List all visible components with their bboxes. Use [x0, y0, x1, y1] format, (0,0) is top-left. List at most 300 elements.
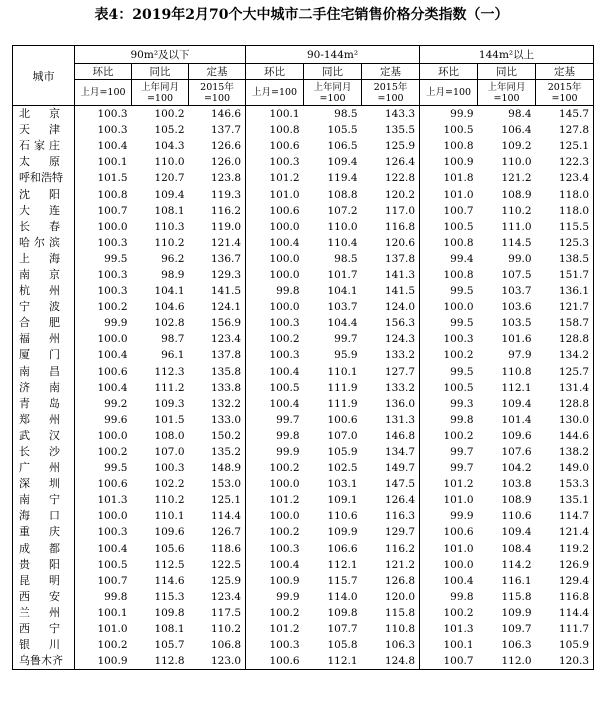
index-value: 100.7 — [97, 574, 128, 587]
city-name: 哈尔滨 — [13, 235, 75, 251]
subcol-header: 环比 — [420, 64, 478, 80]
index-value: 128.8 — [536, 396, 594, 412]
index-value: 99.2 — [104, 397, 128, 410]
table-row — [13, 122, 594, 138]
index-value: 99.3 — [450, 397, 474, 410]
index-value: 98.4 — [478, 106, 536, 123]
index-value: 148.9 — [189, 460, 246, 476]
index-value: 101.4 — [501, 413, 532, 426]
index-value: 100.5 — [443, 381, 474, 394]
index-value: 125.7 — [536, 364, 594, 380]
index-value: 124.3 — [362, 331, 420, 347]
index-value: 135.1 — [536, 492, 594, 508]
index-value: 114.6 — [154, 574, 185, 587]
index-value: 126.8 — [362, 573, 420, 589]
index-value: 100.2 — [269, 526, 300, 539]
index-value: 136.7 — [189, 251, 246, 267]
index-value: 112.3 — [154, 365, 185, 378]
index-value: 100.8 — [269, 124, 300, 137]
index-value: 135.5 — [362, 122, 420, 138]
index-value: 107.6 — [501, 446, 532, 459]
index-value: 110.2 — [501, 204, 532, 217]
table-row — [13, 444, 594, 460]
index-value: 95.9 — [334, 349, 358, 362]
index-value: 109.4 — [154, 188, 185, 201]
index-value: 133.2 — [362, 380, 420, 396]
index-value: 108.1 — [154, 204, 185, 217]
index-value: 109.4 — [327, 156, 358, 169]
index-value: 134.7 — [362, 444, 420, 460]
city-name: 石家庄 — [13, 138, 75, 154]
table-row — [13, 637, 594, 653]
index-value: 100.1 — [246, 106, 304, 123]
table-title: 表4：2019年2月70个大中城市二手住宅销售价格分类指数（一） — [94, 7, 509, 23]
index-value: 129.4 — [536, 573, 594, 589]
index-value: 110.2 — [154, 236, 185, 249]
index-value: 114.0 — [327, 590, 358, 603]
index-value: 130.0 — [536, 412, 594, 428]
city-name: 武汉 — [13, 428, 75, 444]
index-value: 101.3 — [97, 494, 128, 507]
table-row — [13, 364, 594, 380]
index-value: 110.0 — [327, 220, 358, 233]
table-row — [13, 653, 594, 670]
city-name: 乌鲁木齐 — [13, 653, 75, 670]
table-row — [13, 476, 594, 492]
city-name: 福州 — [13, 331, 75, 347]
index-value: 100.8 — [443, 236, 474, 249]
index-value: 102.2 — [154, 478, 185, 491]
index-value: 143.3 — [362, 106, 420, 123]
index-value: 107.2 — [327, 204, 358, 217]
index-value: 99.5 — [104, 462, 128, 475]
subcol-header: 定基 — [362, 64, 420, 80]
city-name: 长沙 — [13, 444, 75, 460]
index-value: 156.9 — [189, 315, 246, 331]
index-value: 120.3 — [536, 653, 594, 670]
index-value: 99.5 — [450, 317, 474, 330]
index-value: 115.5 — [536, 219, 594, 235]
city-name: 青岛 — [13, 396, 75, 412]
index-value: 101.8 — [443, 172, 474, 185]
index-value: 108.0 — [154, 429, 185, 442]
index-value: 136.1 — [536, 283, 594, 299]
index-value: 158.7 — [536, 315, 594, 331]
index-value: 111.7 — [536, 621, 594, 637]
table-row — [13, 106, 594, 123]
index-value: 106.3 — [501, 639, 532, 652]
index-value: 109.6 — [501, 429, 532, 442]
index-value: 128.8 — [536, 331, 594, 347]
index-value: 135.8 — [189, 364, 246, 380]
table-row — [13, 331, 594, 347]
index-value: 137.8 — [189, 347, 246, 363]
index-value: 125.9 — [189, 573, 246, 589]
index-value: 125.9 — [362, 138, 420, 154]
index-value: 105.8 — [327, 639, 358, 652]
index-value: 146.6 — [189, 106, 246, 123]
index-value: 102.8 — [154, 317, 185, 330]
table-row — [13, 315, 594, 331]
index-value: 107.5 — [501, 268, 532, 281]
index-value: 116.2 — [362, 541, 420, 557]
index-value: 100.3 — [97, 236, 128, 249]
base-header: 2015年=100 — [189, 80, 246, 106]
index-value: 100.0 — [269, 268, 300, 281]
index-value: 100.6 — [246, 653, 304, 670]
index-value: 100.8 — [97, 188, 128, 201]
index-value: 100.0 — [443, 301, 474, 314]
index-value: 106.8 — [189, 637, 246, 653]
index-value: 104.4 — [327, 317, 358, 330]
index-value: 106.4 — [501, 124, 532, 137]
index-value: 132.2 — [189, 396, 246, 412]
index-value: 145.7 — [536, 106, 594, 123]
index-value: 99.9 — [276, 590, 300, 603]
index-value: 100.3 — [154, 462, 185, 475]
index-value: 138.2 — [536, 444, 594, 460]
index-value: 99.9 — [104, 317, 128, 330]
index-value: 99.9 — [420, 106, 478, 123]
table-row — [13, 508, 594, 524]
index-value: 99.7 — [276, 413, 300, 426]
index-value: 122.5 — [189, 557, 246, 573]
table-row — [13, 203, 594, 219]
index-value: 100.9 — [269, 574, 300, 587]
index-value: 109.4 — [501, 397, 532, 410]
index-value: 151.7 — [536, 267, 594, 283]
index-value: 100.4 — [443, 574, 474, 587]
index-value: 100.2 — [443, 429, 474, 442]
index-value: 100.9 — [75, 653, 132, 670]
city-name: 太原 — [13, 154, 75, 170]
index-value: 98.5 — [304, 106, 362, 123]
index-value: 103.7 — [501, 285, 532, 298]
index-value: 101.2 — [269, 494, 300, 507]
index-value: 119.4 — [327, 172, 358, 185]
city-name: 厦门 — [13, 347, 75, 363]
index-value: 133.2 — [362, 347, 420, 363]
city-name: 成都 — [13, 541, 75, 557]
index-value: 118.0 — [536, 186, 594, 202]
index-value: 100.6 — [97, 365, 128, 378]
index-value: 119.3 — [189, 186, 246, 202]
city-name: 合肥 — [13, 315, 75, 331]
city-name: 天津 — [13, 122, 75, 138]
index-value: 103.8 — [501, 478, 532, 491]
index-value: 115.8 — [501, 590, 532, 603]
base-header: 2015年=100 — [362, 80, 420, 106]
index-value: 156.3 — [362, 315, 420, 331]
index-value: 96.2 — [161, 252, 185, 265]
index-value: 101.2 — [269, 172, 300, 185]
base-header: 上月=100 — [420, 80, 478, 106]
index-value: 101.0 — [443, 494, 474, 507]
index-value: 153.0 — [189, 476, 246, 492]
index-value: 100.6 — [97, 478, 128, 491]
index-value: 100.4 — [97, 542, 128, 555]
index-value: 100.3 — [443, 333, 474, 346]
index-value: 100.4 — [97, 381, 128, 394]
index-value: 116.2 — [189, 203, 246, 219]
index-value: 123.4 — [189, 331, 246, 347]
table-row — [13, 589, 594, 605]
index-value: 149.0 — [536, 460, 594, 476]
index-value: 99.8 — [276, 285, 300, 298]
index-value: 99.8 — [450, 413, 474, 426]
index-value: 131.3 — [362, 412, 420, 428]
index-value: 101.6 — [501, 333, 532, 346]
index-value: 110.3 — [154, 220, 185, 233]
index-value: 105.9 — [536, 637, 594, 653]
index-value: 146.8 — [362, 428, 420, 444]
index-value: 99.7 — [450, 446, 474, 459]
index-value: 107.7 — [327, 623, 358, 636]
index-value: 100.5 — [97, 558, 128, 571]
index-value: 100.0 — [97, 333, 128, 346]
city-name: 沈阳 — [13, 186, 75, 202]
city-name: 长春 — [13, 219, 75, 235]
index-value: 100.5 — [443, 124, 474, 137]
city-name: 昆明 — [13, 573, 75, 589]
index-value: 103.7 — [327, 301, 358, 314]
index-value: 115.7 — [327, 574, 358, 587]
table-row — [13, 138, 594, 154]
index-value: 119.2 — [536, 541, 594, 557]
index-value: 123.4 — [189, 589, 246, 605]
city-name: 重庆 — [13, 524, 75, 540]
base-header: 上月=100 — [75, 80, 132, 106]
table-row — [13, 492, 594, 508]
index-value: 124.8 — [362, 653, 420, 670]
index-value: 100.4 — [97, 349, 128, 362]
index-value: 100.6 — [327, 413, 358, 426]
index-value: 114.4 — [536, 605, 594, 621]
index-value: 100.2 — [132, 106, 189, 123]
index-value: 120.2 — [362, 186, 420, 202]
subcol-header: 环比 — [246, 64, 304, 80]
base-header: 上月=100 — [246, 80, 304, 106]
index-value: 109.6 — [154, 526, 185, 539]
index-value: 96.1 — [161, 349, 185, 362]
table-row — [13, 524, 594, 540]
index-value: 115.3 — [154, 590, 185, 603]
index-value: 127.8 — [536, 122, 594, 138]
index-value: 104.1 — [327, 285, 358, 298]
index-value: 100.3 — [269, 349, 300, 362]
index-value: 101.7 — [327, 268, 358, 281]
index-value: 112.1 — [501, 381, 532, 394]
index-value: 99.5 — [104, 252, 128, 265]
index-value: 111.9 — [327, 397, 358, 410]
table-row — [13, 299, 594, 315]
table-row — [13, 396, 594, 412]
index-value: 141.5 — [189, 283, 246, 299]
index-value: 100.0 — [269, 301, 300, 314]
index-value: 110.1 — [327, 365, 358, 378]
subcol-header: 同比 — [132, 64, 189, 80]
index-value: 125.1 — [536, 138, 594, 154]
index-value: 106.6 — [327, 542, 358, 555]
index-value: 101.0 — [269, 188, 300, 201]
index-value: 119.0 — [189, 219, 246, 235]
index-value: 100.2 — [443, 349, 474, 362]
city-name: 海口 — [13, 508, 75, 524]
index-value: 121.4 — [536, 524, 594, 540]
index-value: 110.8 — [501, 365, 532, 378]
index-value: 109.3 — [154, 397, 185, 410]
index-value: 122.3 — [536, 154, 594, 170]
index-value: 101.5 — [97, 172, 128, 185]
index-value: 105.5 — [327, 124, 358, 137]
index-value: 141.3 — [362, 267, 420, 283]
index-value: 101.2 — [443, 478, 474, 491]
index-value: 106.3 — [362, 637, 420, 653]
index-value: 102.5 — [327, 462, 358, 475]
index-value: 100.1 — [97, 156, 128, 169]
index-value: 98.9 — [161, 268, 185, 281]
subcol-header: 同比 — [304, 64, 362, 80]
index-value: 108.1 — [154, 623, 185, 636]
city-name: 贵阳 — [13, 557, 75, 573]
table-row — [13, 235, 594, 251]
index-value: 100.3 — [269, 156, 300, 169]
index-value: 120.0 — [362, 589, 420, 605]
index-value: 99.8 — [104, 590, 128, 603]
index-value: 98.5 — [334, 252, 358, 265]
index-value: 138.5 — [536, 251, 594, 267]
index-value: 109.7 — [501, 623, 532, 636]
index-value: 125.1 — [189, 492, 246, 508]
index-value: 109.9 — [327, 526, 358, 539]
index-value: 100.4 — [269, 236, 300, 249]
index-value: 110.6 — [327, 510, 358, 523]
index-value: 108.9 — [501, 494, 532, 507]
city-column-header: 城市 — [13, 46, 75, 106]
base-header: 上年同月=100 — [132, 80, 189, 106]
index-value: 99.0 — [508, 252, 532, 265]
city-name: 郑州 — [13, 412, 75, 428]
index-value: 101.0 — [443, 188, 474, 201]
index-value: 124.0 — [362, 299, 420, 315]
index-value: 100.0 — [269, 478, 300, 491]
index-value: 104.2 — [501, 462, 532, 475]
index-value: 98.7 — [161, 333, 185, 346]
index-value: 107.0 — [327, 429, 358, 442]
index-value: 100.0 — [97, 429, 128, 442]
index-value: 112.0 — [478, 653, 536, 670]
index-value: 133.0 — [189, 412, 246, 428]
index-value: 110.2 — [154, 494, 185, 507]
index-value: 133.8 — [189, 380, 246, 396]
index-value: 101.0 — [443, 542, 474, 555]
base-header: 2015年=100 — [536, 80, 594, 106]
index-value: 100.2 — [97, 446, 128, 459]
index-value: 106.5 — [327, 140, 358, 153]
index-value: 125.3 — [536, 235, 594, 251]
group-header: 144m²以上 — [420, 46, 594, 64]
city-name: 大连 — [13, 203, 75, 219]
index-value: 99.5 — [450, 365, 474, 378]
city-name: 呼和浩特 — [13, 170, 75, 186]
table-row — [13, 219, 594, 235]
index-value: 100.2 — [269, 606, 300, 619]
index-value: 100.6 — [269, 140, 300, 153]
index-value: 141.5 — [362, 283, 420, 299]
city-name: 西宁 — [13, 621, 75, 637]
table-row — [13, 380, 594, 396]
index-value: 111.2 — [154, 381, 185, 394]
index-value: 110.4 — [327, 236, 358, 249]
index-value: 100.0 — [97, 510, 128, 523]
group-header: 90-144m² — [246, 46, 420, 64]
city-name: 宁波 — [13, 299, 75, 315]
index-value: 99.9 — [276, 446, 300, 459]
index-value: 123.8 — [189, 170, 246, 186]
index-value: 110.8 — [362, 621, 420, 637]
index-value: 100.4 — [269, 365, 300, 378]
index-value: 103.6 — [501, 301, 532, 314]
index-value: 108.9 — [501, 188, 532, 201]
city-name: 北京 — [13, 106, 75, 123]
index-value: 122.8 — [362, 170, 420, 186]
index-value: 100.3 — [269, 317, 300, 330]
index-value: 110.0 — [501, 156, 532, 169]
index-value: 109.1 — [327, 494, 358, 507]
index-value: 149.7 — [362, 460, 420, 476]
index-value: 153.3 — [536, 476, 594, 492]
index-value: 120.7 — [154, 172, 185, 185]
index-value: 127.7 — [362, 364, 420, 380]
index-value: 129.3 — [189, 267, 246, 283]
city-name: 南宁 — [13, 492, 75, 508]
index-value: 115.8 — [362, 605, 420, 621]
index-value: 99.7 — [334, 333, 358, 346]
index-value: 99.8 — [276, 429, 300, 442]
index-value: 105.9 — [327, 446, 358, 459]
table-row — [13, 251, 594, 267]
index-value: 99.9 — [450, 510, 474, 523]
index-value: 108.8 — [327, 188, 358, 201]
index-value: 100.8 — [443, 268, 474, 281]
index-value: 101.0 — [97, 623, 128, 636]
index-value: 110.1 — [154, 510, 185, 523]
table-row — [13, 267, 594, 283]
index-value: 101.5 — [154, 413, 185, 426]
index-value: 100.0 — [97, 220, 128, 233]
index-value: 99.4 — [450, 252, 474, 265]
index-value: 112.1 — [304, 653, 362, 670]
index-value: 100.0 — [269, 252, 300, 265]
index-value: 131.4 — [536, 380, 594, 396]
city-name: 兰州 — [13, 605, 75, 621]
index-value: 126.6 — [189, 138, 246, 154]
group-header: 90m²及以下 — [75, 46, 246, 64]
index-value: 103.5 — [501, 317, 532, 330]
index-value: 108.4 — [501, 542, 532, 555]
index-value: 100.8 — [443, 140, 474, 153]
index-value: 121.4 — [189, 235, 246, 251]
index-value: 100.2 — [97, 639, 128, 652]
subcol-header: 同比 — [478, 64, 536, 80]
index-value: 126.0 — [189, 154, 246, 170]
index-value: 117.0 — [362, 203, 420, 219]
subcol-header: 定基 — [189, 64, 246, 80]
index-value: 100.4 — [269, 397, 300, 410]
index-value: 109.4 — [501, 526, 532, 539]
index-value: 100.3 — [97, 285, 128, 298]
index-value: 150.2 — [189, 428, 246, 444]
